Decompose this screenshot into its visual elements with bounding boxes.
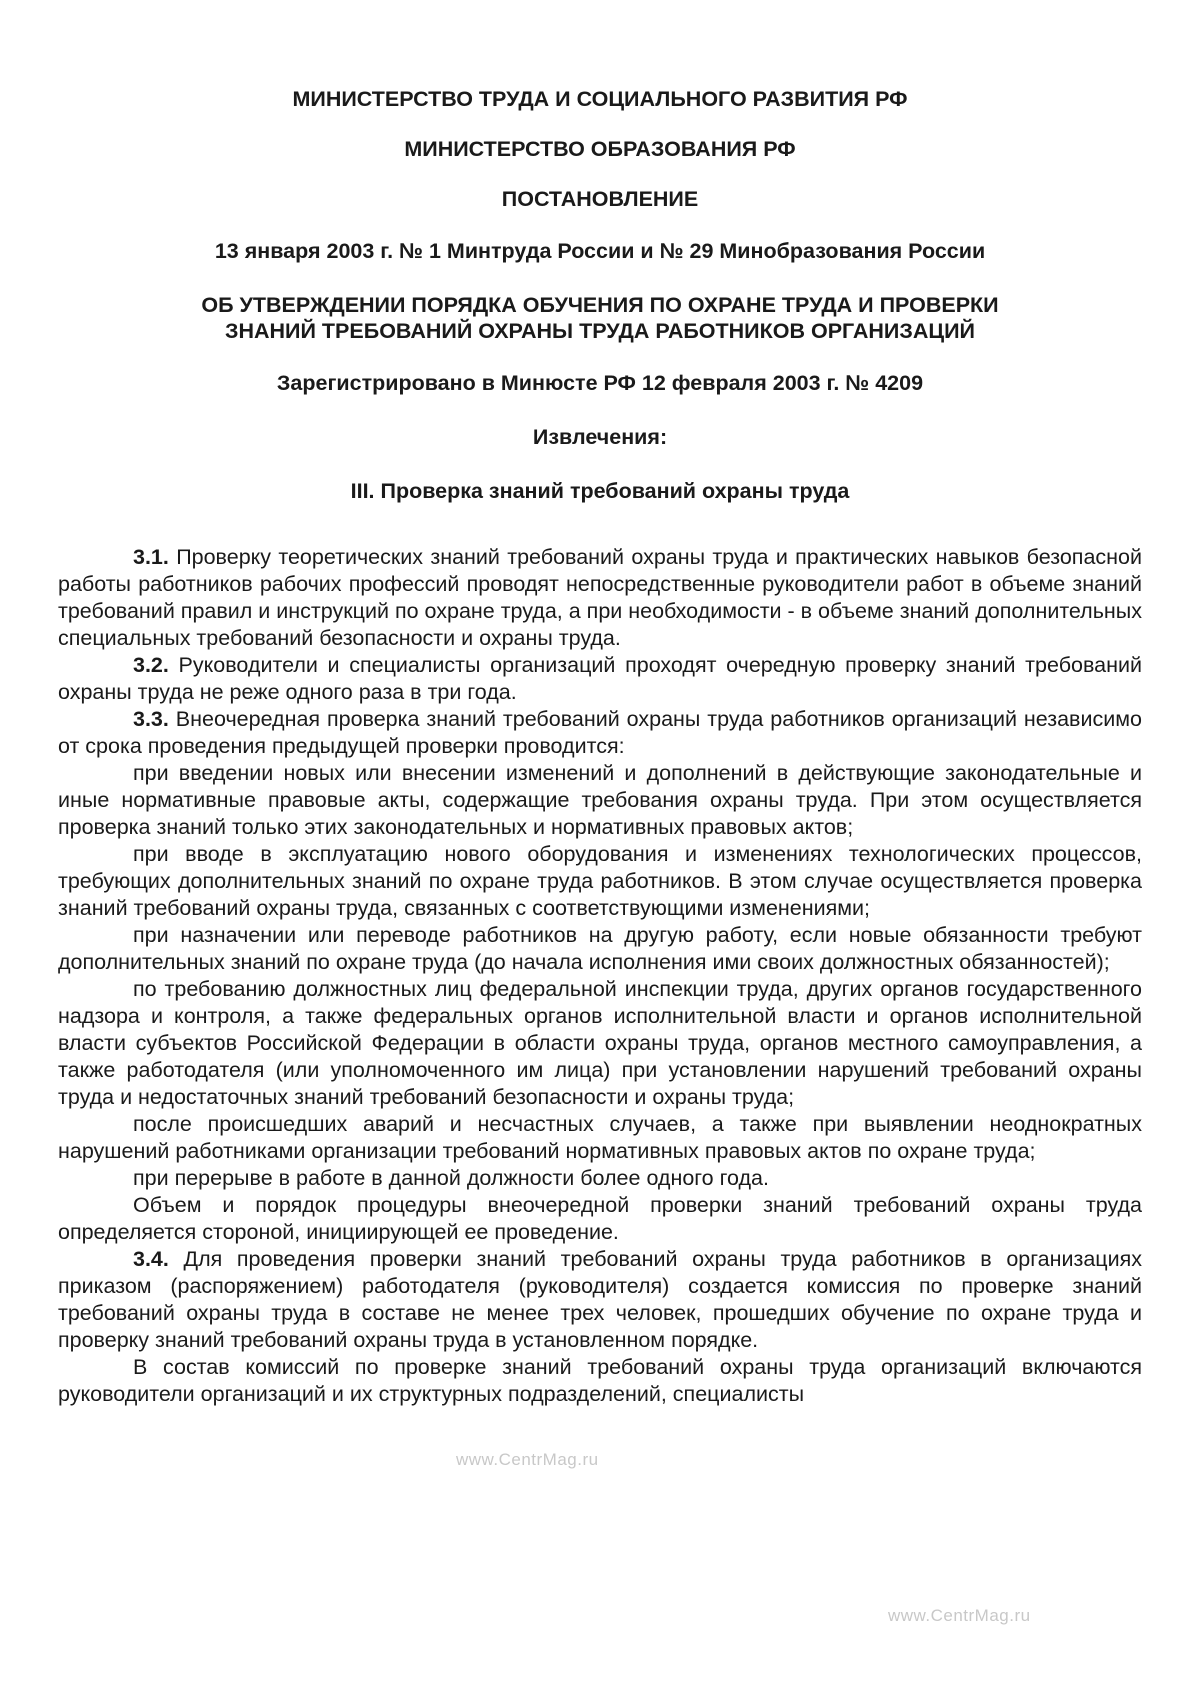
paragraph-text: Объем и порядок процедуры внеочередной проверки знаний требований охраны труда определяется стороной, инициирующей ее проведение. — [58, 1193, 1142, 1244]
paragraph-3-4 — [58, 1246, 1142, 1354]
watermark-corner: www.CentrMag.ru — [888, 1606, 1031, 1625]
document-body — [58, 544, 1142, 1408]
list-item — [58, 1165, 1142, 1192]
watermark: www.CentrMag.ru — [456, 1450, 599, 1469]
list-item — [58, 1354, 1142, 1408]
document-title-line-1: ОБ УТВЕРЖДЕНИИ ПОРЯДКА ОБУЧЕНИЯ ПО ОХРАНЕ ТРУДА И ПРОВЕРКИ — [201, 293, 999, 317]
list-item — [58, 1111, 1142, 1165]
paragraph-text: В состав комиссий по проверке знаний требований охраны труда организаций включаются руководители организаций и их структурных подразделений, специалисты — [58, 1355, 1142, 1406]
document-title — [60, 292, 1140, 344]
paragraph-text: Руководители и специалисты организаций проходят очередную проверку знаний требований охраны труда не реже одного раза в три года. — [58, 653, 1142, 704]
paragraph-3-3 — [58, 706, 1142, 760]
paragraph-number: 3.4. — [133, 1247, 169, 1271]
paragraph-number: 3.1. — [133, 545, 169, 569]
paragraph-text: при вводе в эксплуатацию нового оборудования и изменениях технологических процессов, требующих дополнительных знаний по охране труда работников. В этом случае осуществляется проверка знаний требований охраны труда, связанных с соответствующими изменениями; — [58, 842, 1142, 920]
document-type-heading: ПОСТАНОВЛЕНИЕ — [501, 187, 699, 211]
section-title: III. Проверка знаний требований охраны труда — [350, 479, 850, 503]
paragraph-text: Внеочередная проверка знаний требований охраны труда работников организаций независимо от срока проведения предыдущей проверки проводится: — [58, 707, 1142, 758]
list-item — [58, 976, 1142, 1111]
registration-line: Зарегистрировано в Минюсте РФ 12 февраля 2003 г. № 4209 — [276, 371, 924, 395]
ministry-labor-heading: МИНИСТЕРСТВО ТРУДА И СОЦИАЛЬНОГО РАЗВИТИЯ РФ — [292, 87, 908, 111]
paragraph-3-2 — [58, 652, 1142, 706]
paragraph-3-1 — [58, 544, 1142, 652]
list-item — [58, 1192, 1142, 1246]
paragraph-text: при назначении или переводе работников на другую работу, если новые обязанности требуют дополнительных знаний по охране труда (до начала исполнения ими своих должностных обязанностей); — [58, 923, 1142, 974]
paragraph-number: 3.3. — [133, 707, 169, 731]
paragraph-text: после происшедших аварий и несчастных случаев, а также при выявлении неоднократных нарушений работниками организации требований нормативных правовых актов по охране труда; — [58, 1112, 1142, 1163]
paragraph-text: Проверку теоретических знаний требований охраны труда и практических навыков безопасной работы работников рабочих профессий проводят непосредственные руководители работ в объеме знаний требований правил и инструкций по охране труда, а при необходимости - в объеме знаний дополнительных специальных требований безопасности и охраны труда. — [58, 545, 1142, 650]
paragraph-number: 3.2. — [133, 653, 169, 677]
paragraph-text: при введении новых или внесении изменений и дополнений в действующие законодательные и иные нормативные правовые акты, содержащие требования охраны труда. При этом осуществляется проверка знаний только этих законодательных и нормативных правовых актов; — [58, 761, 1142, 839]
list-item — [58, 760, 1142, 841]
paragraph-text: Для проведения проверки знаний требований охраны труда работников в организациях приказом (распоряжением) работодателя (руководителя) создается комиссия по проверке знаний требований охраны труда в составе не менее трех человек, прошедших обучение по охране труда и проверку знаний требований охраны труда в установленном порядке. — [58, 1247, 1142, 1352]
extract-label: Извлечения: — [532, 425, 668, 449]
paragraph-text: при перерыве в работе в данной должности более одного года. — [133, 1166, 769, 1190]
document-date-line: 13 января 2003 г. № 1 Минтруда России и № 29 Минобразования России — [214, 239, 986, 263]
document-title-line-2: ЗНАНИЙ ТРЕБОВАНИЙ ОХРАНЫ ТРУДА РАБОТНИКОВ ОРГАНИЗАЦИЙ — [225, 319, 975, 343]
paragraph-text: по требованию должностных лиц федеральной инспекции труда, других органов государственного надзора и контроля, а также федеральных органов исполнительной власти и органов исполнительной власти субъектов Российской Федерации в области охраны труда, органов местного самоуправления, а также работодателя (или уполномоченного им лица) при установлении нарушений требований охраны труда и недостаточных знаний требований безопасности и охраны труда; — [58, 977, 1142, 1109]
list-item — [58, 922, 1142, 976]
ministry-education-heading: МИНИСТЕРСТВО ОБРАЗОВАНИЯ РФ — [404, 137, 796, 161]
list-item — [58, 841, 1142, 922]
